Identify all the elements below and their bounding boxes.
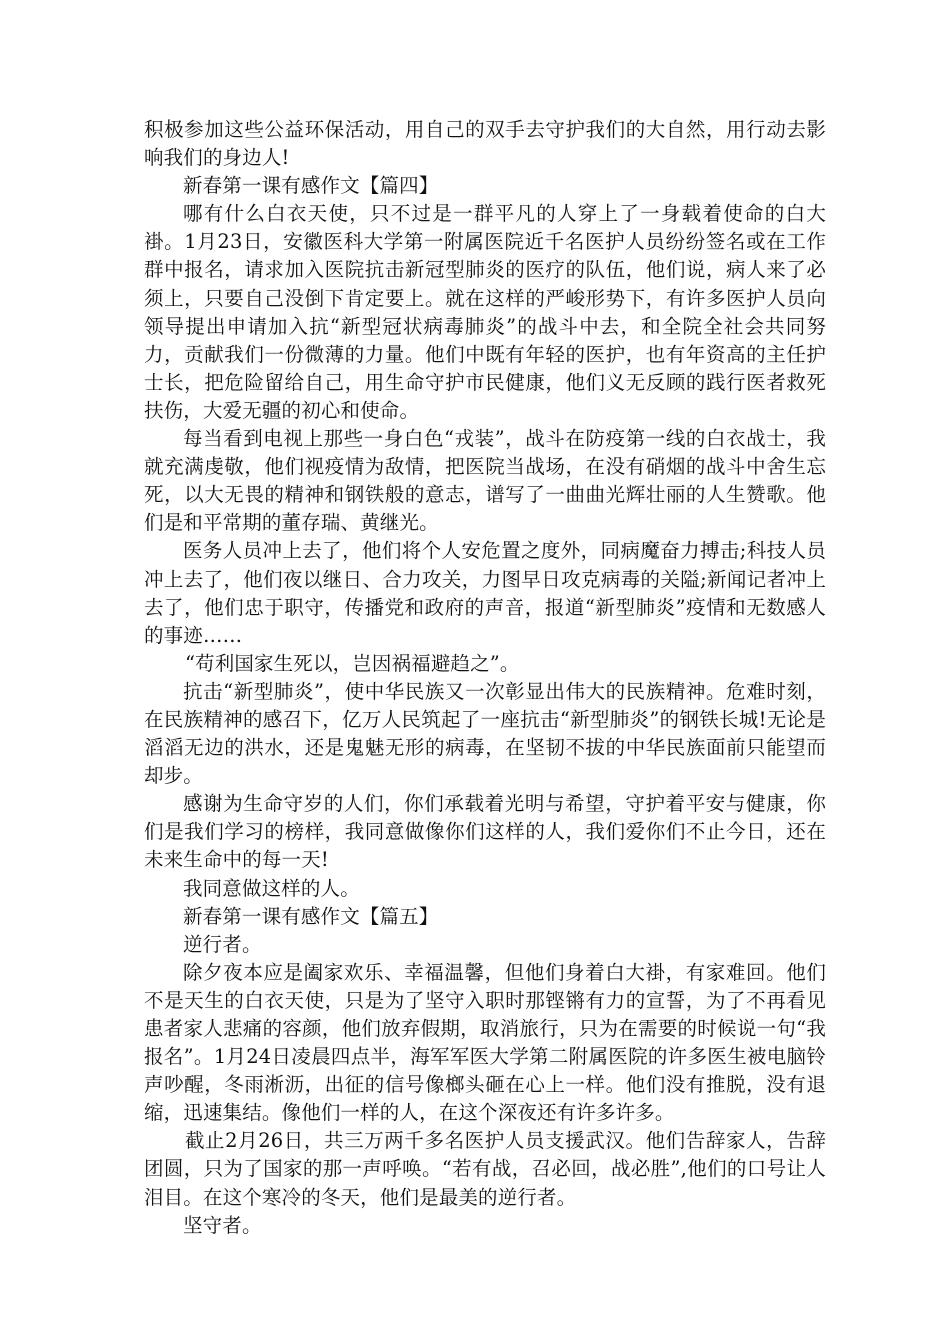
paragraph: 我同意做这样的人。	[183, 876, 360, 900]
section-heading-4: 新春第一课有感作文【篇四】	[183, 174, 439, 198]
paragraph: 哪有什么白衣天使，只不过是一群平凡的人穿上了一身载着使命的白大褂。1月23日，安徽医科大学第一附属医院近千名医护人员纷纷签名或在工作群中报名，请求加入医院抗击新冠型肺炎的医疗的队伍，他们说，病人来了必须上，只要自己没倒下肯定要上。就在这样的严峻形势下，有许多医护人员向领导提出申请加入抗“新型冠状病毒肺炎”的战斗中去，和全院全社会共同努力，贡献我们一份微薄的力量。他们中既有年轻的医护，也有年资高的主任护士长，把危险留给自己，用生命守护市民健康，他们义无反顾的践行医者救死扶伤，大爱无疆的初心和使命。	[144, 202, 826, 422]
paragraph: 除夕夜本应是阖家欢乐、幸福温馨，但他们身着白大褂，有家难回。他们不是天生的白衣天使，只是为了坚守入职时那铿锵有力的宣誓，为了不再看见患者家人悲痛的容颜，他们放弃假期，取消旅行，只为在需要的时候说一句“我报名”。1月24日凌晨四点半，海军军医大学第二附属医院的许多医生被电脑铃声吵醒，冬雨淅沥，出征的信号像榔头砸在心上一样。他们没有推脱，没有退缩，迅速集结。像他们一样的人，在这个深夜还有许多许多。	[144, 960, 826, 1125]
paragraph: 每当看到电视上那些一身白色“戎装”，战斗在防疫第一线的白衣战士，我就充满虔敬，他们视疫情为敌情，把医院当战场，在没有硝烟的战斗中舍生忘死，以大无畏的精神和钢铁般的意志，谱写了一曲曲光辉壮丽的人生赞歌。他们是和平常期的董存瑞、黄继光。	[144, 427, 826, 535]
paragraph: 截止2月26日，共三万两千多名医护人员支援武汉。他们告辞家人，告辞团圆，只为了国家的那一声呼唤。“若有战，召必回，战必胜”,他们的口号让人泪目。在这个寒冷的冬天，他们是最美的逆行者。	[144, 1129, 826, 1209]
document-page	[144, 116, 826, 1240]
paragraph: 坚守者。	[183, 1213, 262, 1237]
section-heading-5: 新春第一课有感作文【篇五】	[183, 904, 439, 928]
quote-paragraph: “苟利国家生死以，岂因祸福避趋之”。	[184, 651, 520, 675]
paragraph: 逆行者。	[183, 932, 262, 956]
paragraph: 抗击“新型肺炎”，使中华民族又一次彰显出伟大的民族精神。危难时刻，在民族精神的感召下，亿万人民筑起了一座抗击“新型肺炎”的钢铁长城!无论是滔滔无边的洪水，还是鬼魅无形的病毒，在坚韧不拔的中华民族面前只能望而却步。	[144, 679, 826, 788]
paragraph: 感谢为生命守岁的人们，你们承载着光明与希望，守护着平安与健康，你们是我们学习的榜样，我同意做像你们这样的人，我们爱你们不止今日，还在未来生命中的每一天!	[144, 792, 826, 872]
paragraph: 医务人员冲上去了，他们将个人安危置之度外，同病魔奋力搏击;科技人员冲上去了，他们夜以继日、合力攻关，力图早日攻克病毒的关隘;新闻记者冲上去了，他们忠于职守，传播党和政府的声音，报道“新型肺炎”疫情和无数感人的事迹……	[144, 539, 826, 647]
paragraph-continuation: 积极参加这些公益环保活动，用自己的双手去守护我们的大自然，用行动去影响我们的身边人!	[144, 118, 826, 170]
